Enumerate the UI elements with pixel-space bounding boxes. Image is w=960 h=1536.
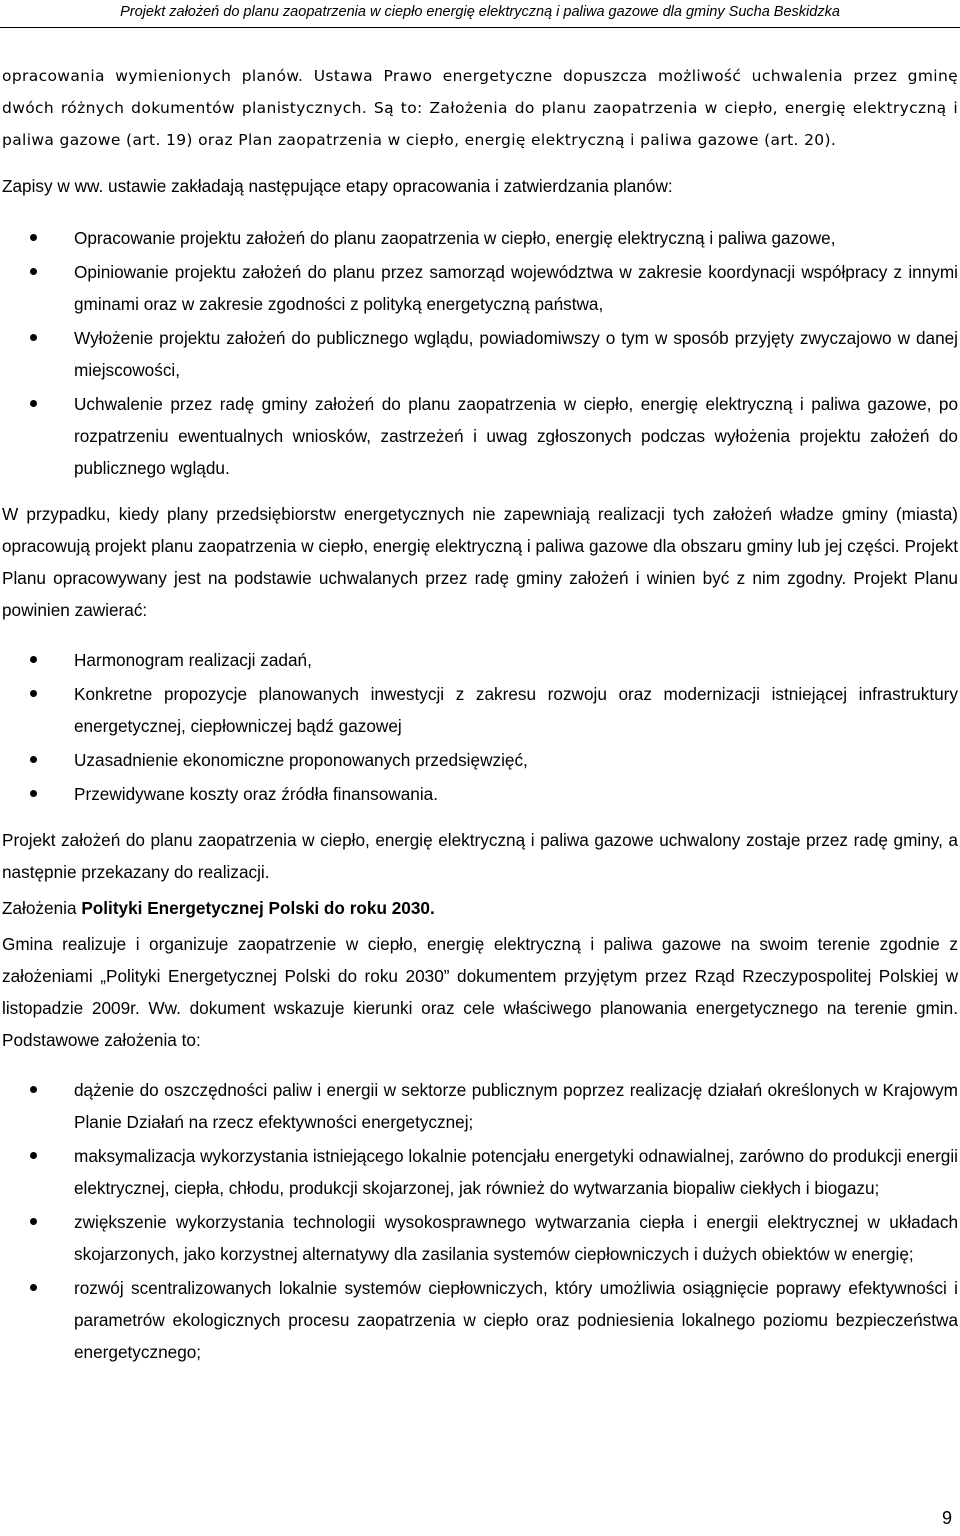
list-item: [2, 744, 958, 776]
list-item: [2, 388, 958, 484]
zalozenia-heading: [2, 892, 958, 924]
page-number: 9: [941, 1508, 952, 1528]
bullet-icon: [30, 790, 37, 797]
header-title: Projekt założeń do planu zaopatrzenia w ciepło energię elektryczną i paliwa gazowe dla gminy Sucha Beskidzka: [120, 4, 840, 20]
bullet-icon: [30, 690, 37, 697]
list-item: [2, 1206, 958, 1270]
policy-points-list: [2, 1074, 958, 1368]
bullet-icon: [30, 1284, 37, 1291]
page-header: [0, 0, 960, 28]
w-przypadku-paragraph: W przypadku, kiedy plany przedsiębiorstw energetycznych nie zapewniają realizacji tych założeń władze gminy (miasta) opracowują projekt planu zaopatrzenia w ciepło, energię elektryczną i paliwa gazowe dla obszaru gminy lub jej części. Projekt Planu opracowywany jest na podstawie uchwalanych przez radę gminy założeń i winien być z nim zgodny. Projekt Planu powinien zawierać:: [2, 504, 958, 620]
list-item-text: Harmonogram realizacji zadań,: [74, 650, 312, 670]
list-item: [2, 678, 958, 742]
bullet-icon: [30, 334, 37, 341]
list-item-text: Wyłożenie projektu założeń do publicznego wglądu, powiadomiwszy o tym w sposób przyjęty zwyczajowo w danej miejscowości,: [74, 328, 958, 380]
plan-contents-list: [2, 644, 958, 810]
bullet-icon: [30, 1152, 37, 1159]
list-item: [2, 644, 958, 676]
list-item: [2, 1272, 958, 1368]
list-item-text: rozwój scentralizowanych lokalnie systemów ciepłowniczych, który umożliwia osiągnięcie poprawy efektywności i parametrów ekologicznych procesu zaopatrzenia w ciepło oraz podniesienia lokalnego poziomu bezpieczeństwa energetycznego;: [74, 1278, 958, 1362]
gmina-realizuje-paragraph: Gmina realizuje i organizuje zaopatrzenie w ciepło, energię elektryczną i paliwa gazowe na swoim terenie zgodnie z założeniami „Polityki Energetycznej Polski do roku 2030” dokumentem przyjętym przez Rząd Rzeczypospolitej Polskiej w listopadzie 2009r. Ww. dokument wskazuje kierunki oraz cele właściwego planowania energetycznego na terenie gmin. Podstawowe założenia to:: [2, 934, 958, 1050]
zapisy-paragraph: Zapisy w ww. ustawie zakładają następujące etapy opracowania i zatwierdzania planów:: [2, 176, 673, 196]
list-item: [2, 778, 958, 810]
list-item-text: Uchwalenie przez radę gminy założeń do planu zaopatrzenia w ciepło, energię elektryczną i paliwa gazowe, po rozpatrzeniu ewentualnych wniosków, zastrzeżeń i uwag zgłoszonych podczas wyłożenia projektu założeń do publicznego wglądu.: [74, 394, 958, 478]
list-item-text: Opracowanie projektu założeń do planu zaopatrzenia w ciepło, energię elektryczną i paliwa gazowe,: [74, 228, 836, 248]
list-item-text: dążenie do oszczędności paliw i energii w sektorze publicznym poprzez realizację działań określonych w Krajowym Planie Działań na rzecz efektywności energetycznej;: [74, 1080, 958, 1132]
bullet-icon: [30, 268, 37, 275]
zalozenia-prefix: Założenia: [2, 898, 82, 918]
list-item-text: Przewidywane koszty oraz źródła finansowania.: [74, 784, 438, 804]
bullet-icon: [30, 756, 37, 763]
list-item-text: Uzasadnienie ekonomiczne proponowanych przedsięwzięć,: [74, 750, 528, 770]
bullet-icon: [30, 1218, 37, 1225]
list-item: [2, 1140, 958, 1204]
list-item-text: zwiększenie wykorzystania technologii wysokosprawnego wytwarzania ciepła i energii elektrycznej w układach skojarzonych, jako korzystnej alternatywy dla zasilania systemów ciepłowniczych i dużych obiektów w energię;: [74, 1212, 958, 1264]
zalozenia-bold-title: Polityki Energetycznej Polski do roku 2030.: [81, 898, 435, 918]
bullet-icon: [30, 656, 37, 663]
document-body: [2, 60, 958, 1382]
bullet-icon: [30, 400, 37, 407]
list-item-text: Konkretne propozycje planowanych inwestycji z zakresu rozwoju oraz modernizacji istniejącej infrastruktury energetycznej, ciepłowniczej bądź gazowej: [74, 684, 958, 736]
intro-paragraph: opracowania wymienionych planów. Ustawa Prawo energetyczne dopuszcza możliwość uchwalenia przez gminę dwóch różnych dokumentów planistycznych. Są to: Założenia do planu zaopatrzenia w ciepło, energię elektryczną i paliwa gazowe (art. 19) oraz Plan zaopatrzenia w ciepło, energię elektryczną i paliwa gazowe (art. 20).: [2, 67, 958, 149]
list-item: [2, 322, 958, 386]
list-item-text: Opiniowanie projektu założeń do planu przez samorząd województwa w zakresie koordynacji współpracy z innymi gminami oraz w zakresie zgodności z polityką energetyczną państwa,: [74, 262, 958, 314]
list-item: [2, 222, 958, 254]
list-item-text: maksymalizacja wykorzystania istniejącego lokalnie potencjału energetyki odnawialnej, zarówno do produkcji energii elektrycznej, ciepła, chłodu, produkcji skojarzonej, jak również do wytwarzania biopaliw ciekłych i biogazu;: [74, 1146, 958, 1198]
list-item: [2, 256, 958, 320]
list-item: [2, 1074, 958, 1138]
bullet-icon: [30, 234, 37, 241]
projekt-uchwalony-paragraph: Projekt założeń do planu zaopatrzenia w ciepło, energię elektryczną i paliwa gazowe uchwalony zostaje przez radę gminy, a następnie przekazany do realizacji.: [2, 830, 958, 882]
stages-list: [2, 222, 958, 484]
bullet-icon: [30, 1086, 37, 1093]
